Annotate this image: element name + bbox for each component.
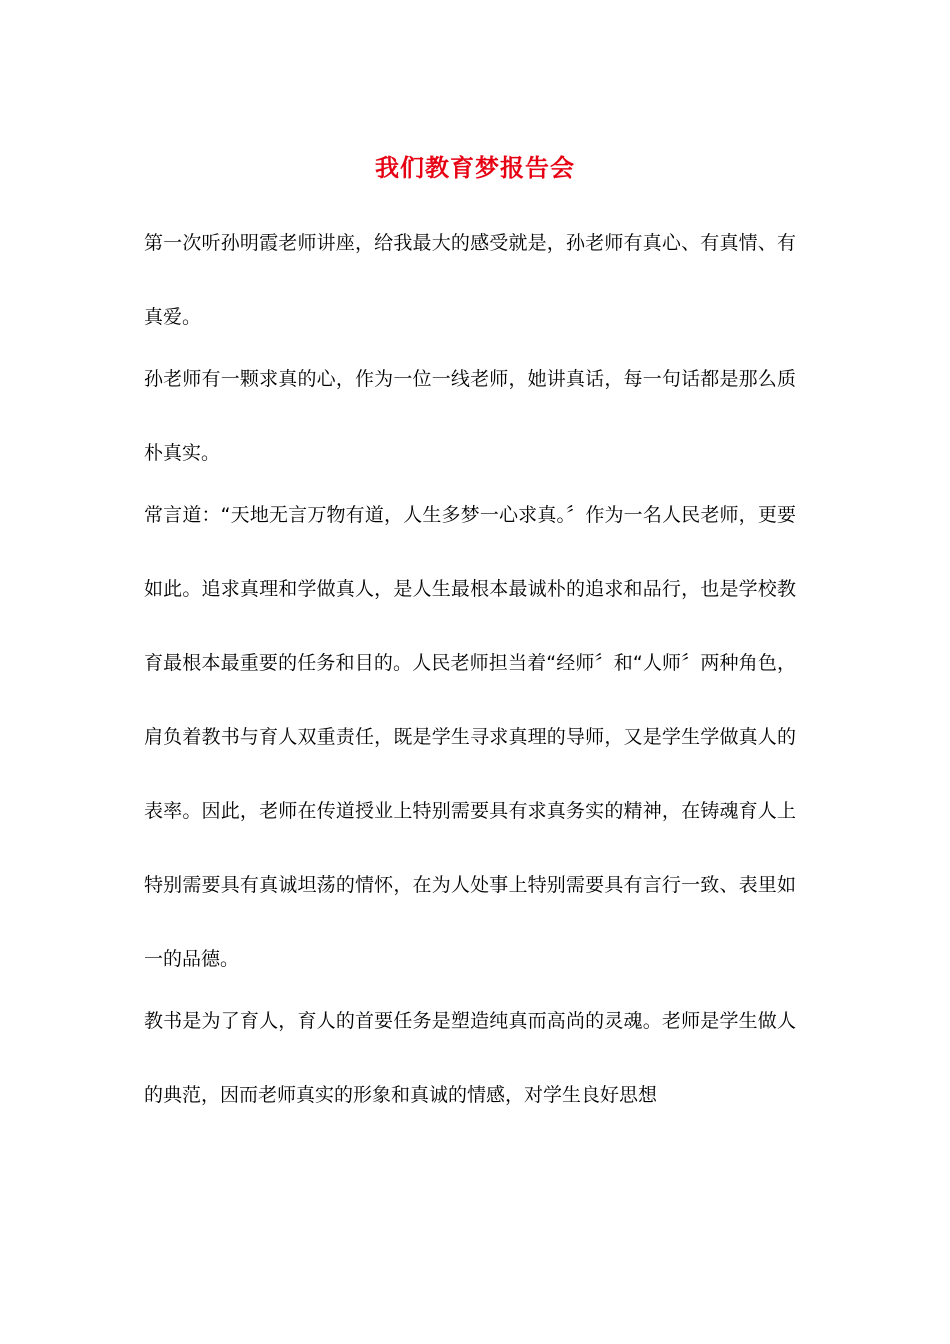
paragraph-4: 教书是为了育人，育人的首要任务是塑造纯真而高尚的灵魂。老师是学生做人的典范，因而老师真实的形象和真诚的情感，对学生良好思想 — [144, 1010, 796, 1106]
paragraph-3: 常言道：“天地无言万物有道，人生多梦一心求真。〞作为一名人民老师，更要如此。追求真理和学做真人，是人生最根本最诚朴的追求和品行，也是学校教育最根本最重要的任务和目的。人民老师担当着“经师〞和“人师〞两种角色，肩负着教书与育人双重责任，既是学生寻求真理的导师，又是学生学做真人的表率。因此，老师在传道授业上特别需要具有求真务实的精神，在铸魂育人上特别需要具有真诚坦荡的情怀，在为人处事上特别需要具有言行一致、表里如一的品德。 — [144, 504, 796, 970]
paragraph-2: 孙老师有一颗求真的心，作为一位一线老师，她讲真话，每一句话都是那么质朴真实。 — [144, 368, 796, 464]
paragraph-1: 第一次听孙明霞老师讲座，给我最大的感受就是，孙老师有真心、有真情、有真爱。 — [144, 232, 796, 328]
document-body — [144, 206, 796, 1132]
document-title: 我们教育梦报告会 — [375, 153, 575, 182]
